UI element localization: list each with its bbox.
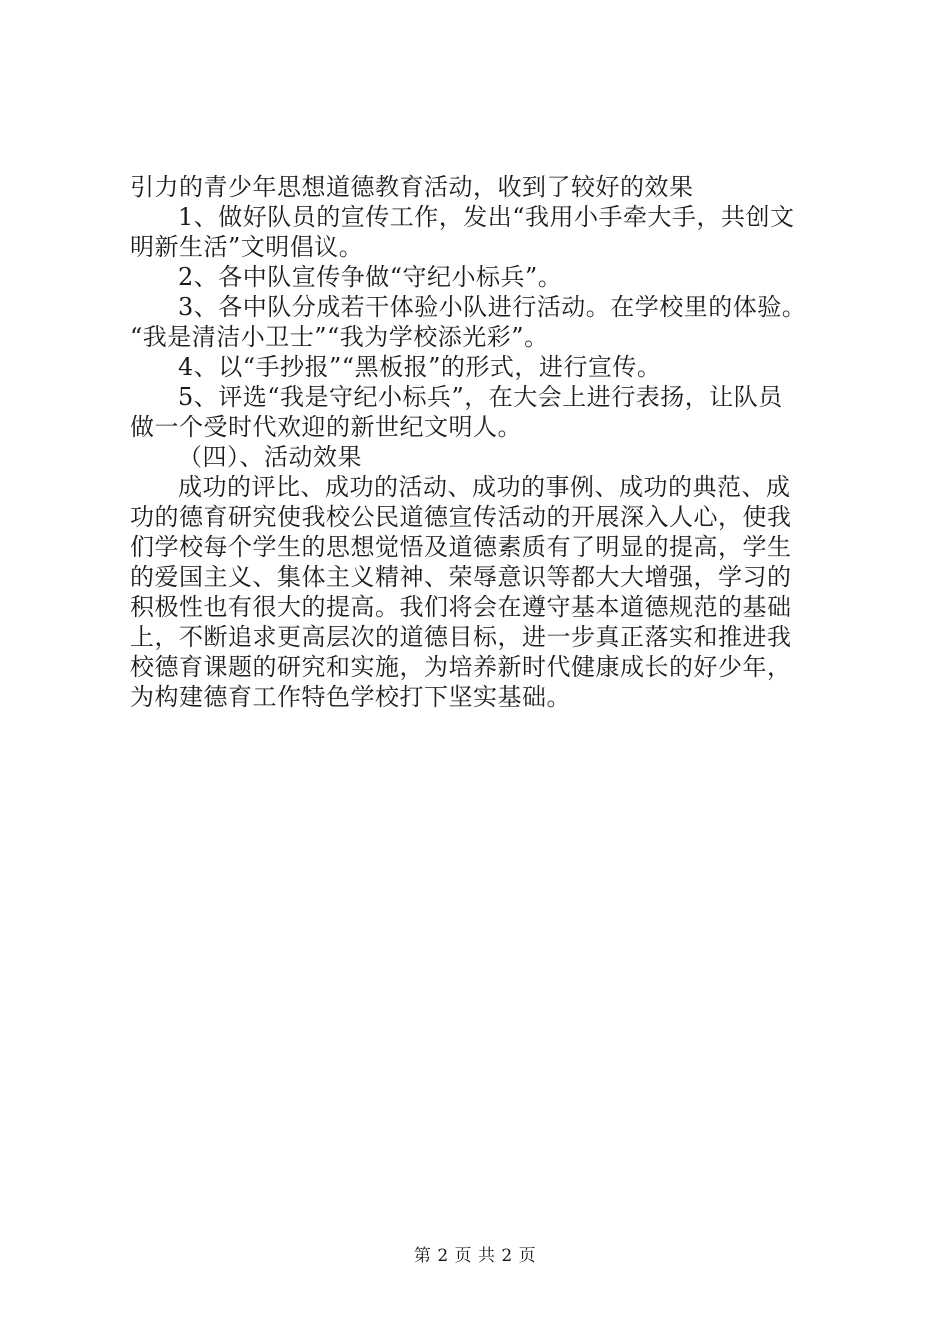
list-item-line: “我是清洁小卫士”“我为学校添光彩”。 (130, 323, 549, 351)
section-heading: （四）、活动效果 (178, 443, 362, 471)
list-item-line: 4、以“手抄报”“黑板报”的形式，进行宣传。 (178, 353, 662, 381)
paragraph-line: 为构建德育工作特色学校打下坚实基础。 (130, 683, 571, 711)
document-body (130, 172, 830, 712)
list-item-line: 明新生活”文明倡议。 (130, 233, 364, 261)
paragraph-line: 的爱国主义、集体主义精神、荣辱意识等都大大增强，学习的 (130, 563, 792, 591)
paragraph-line: 上，不断追求更高层次的道德目标，进一步真正落实和推进我 (130, 623, 792, 651)
list-item-line: 5、评选“我是守纪小标兵”，在大会上进行表扬，让队员 (178, 383, 783, 411)
paragraph-line: 校德育课题的研究和实施，为培养新时代健康成长的好少年， (130, 653, 792, 681)
paragraph-line: 功的德育研究使我校公民道德宣传活动的开展深入人心，使我 (130, 503, 792, 531)
paragraph-line: 引力的青少年思想道德教育活动，收到了较好的效果 (130, 173, 694, 201)
list-item-line: 做一个受时代欢迎的新世纪文明人。 (130, 413, 522, 441)
list-item-line: 2、各中队宣传争做“守纪小标兵”。 (178, 263, 563, 291)
paragraph-line: 成功的评比、成功的活动、成功的事例、成功的典范、成 (178, 473, 791, 501)
page-footer: 第 2 页 共 2 页 (413, 1246, 537, 1266)
list-item-line: 3、各中队分成若干体验小队进行活动。在学校里的体验。 (178, 293, 807, 321)
paragraph-line: 们学校每个学生的思想觉悟及道德素质有了明显的提高，学生 (130, 533, 792, 561)
list-item-line: 1、做好队员的宣传工作，发出“我用小手牵大手，共创文 (178, 203, 795, 231)
paragraph-line: 积极性也有很大的提高。我们将会在遵守基本道德规范的基础 (130, 593, 792, 621)
